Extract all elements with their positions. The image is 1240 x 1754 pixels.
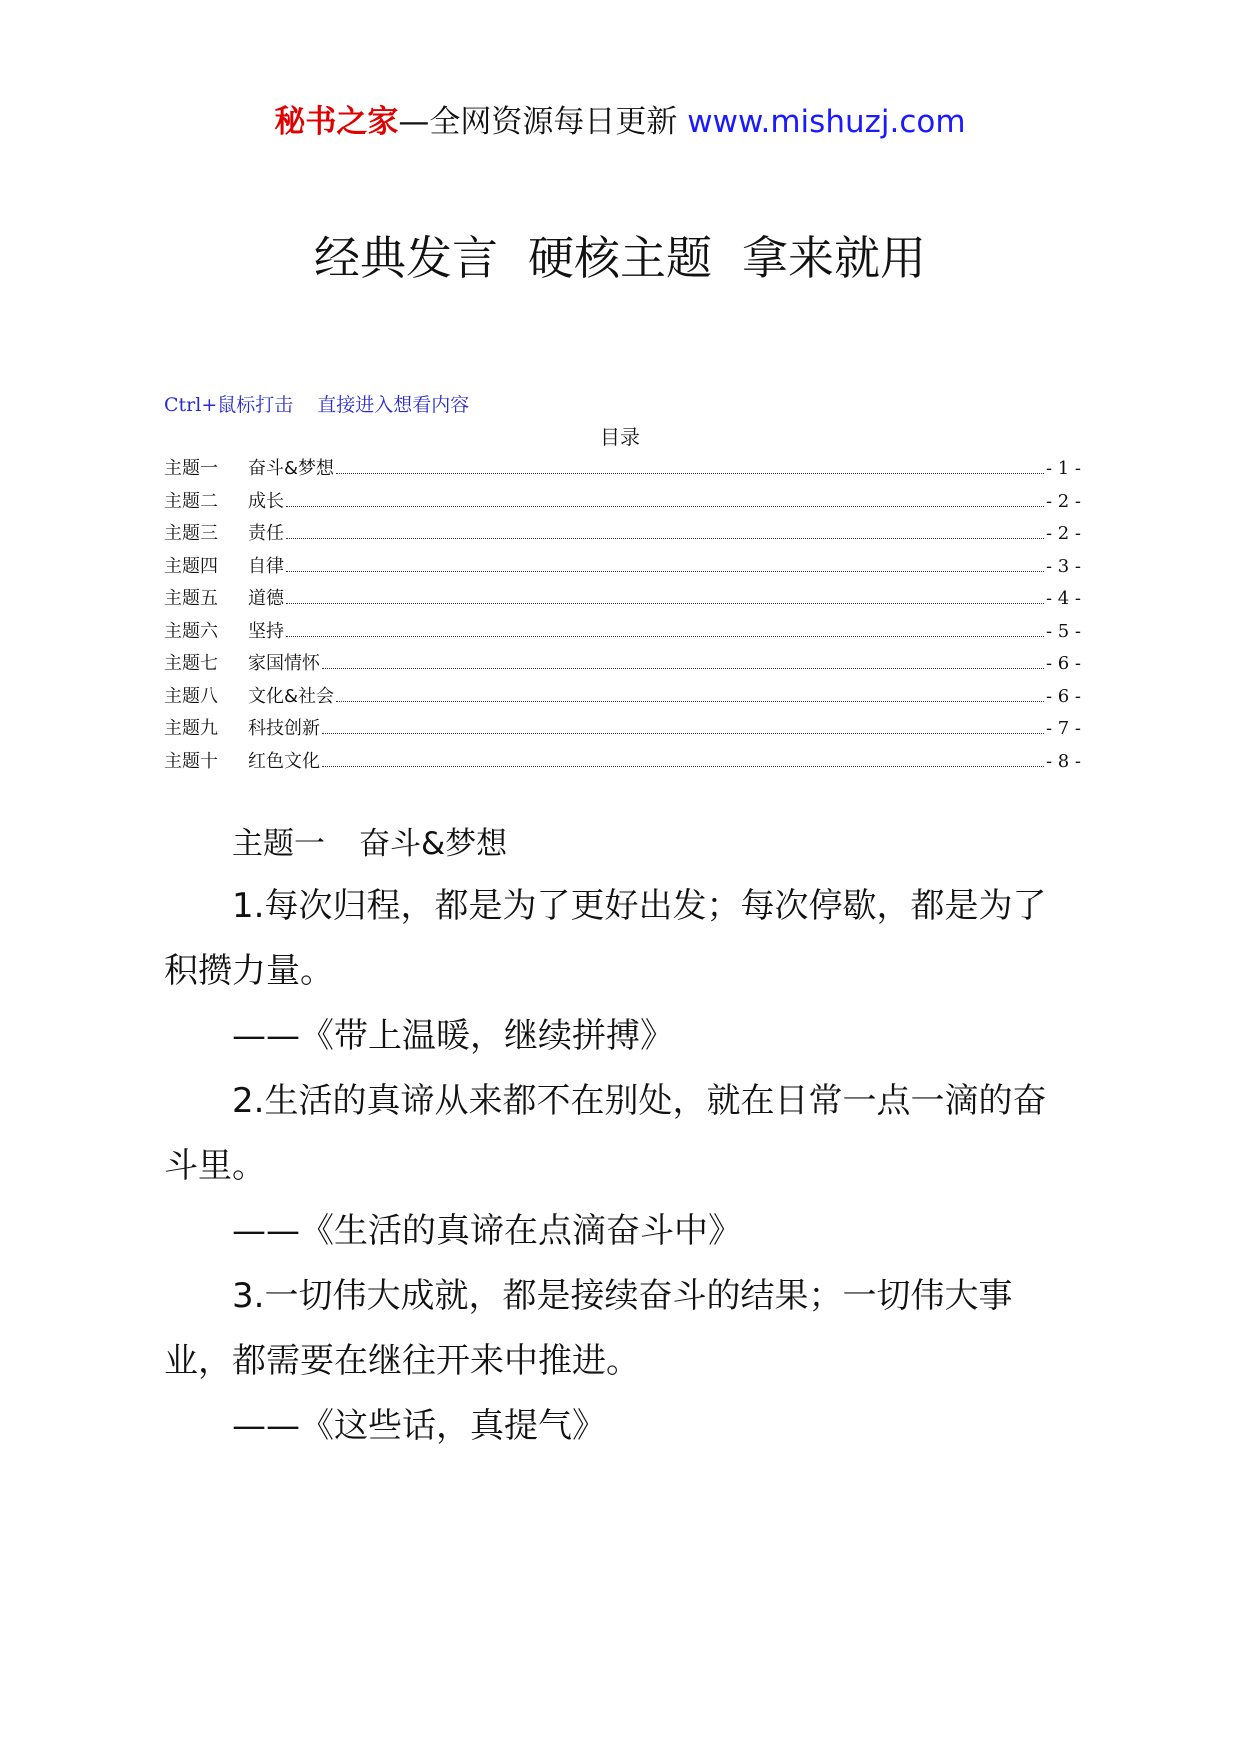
toc-item-page: - 3 -	[1045, 555, 1081, 577]
toc-dot-leader	[336, 473, 1044, 474]
toc-dot-leader	[322, 733, 1044, 734]
quote-source: ——《带上温暖，继续拼搏》	[232, 1016, 674, 1056]
toc-item-10[interactable]	[164, 746, 1081, 779]
toc-item-title: 成长	[248, 490, 284, 512]
quote-text: 1.每次归程，都是为了更好出发；每次停歇，都是为了积攒力量。	[164, 886, 1047, 991]
quote-source: ——《生活的真谛在点滴奋斗中》	[232, 1211, 742, 1251]
toc-item-1[interactable]	[164, 453, 1081, 486]
toc-item-3[interactable]	[164, 518, 1081, 551]
section-content	[164, 814, 1076, 1459]
title-part-2: 硬核主题	[528, 231, 712, 285]
toc-item-number: 主题四	[164, 555, 218, 577]
toc-dot-leader	[286, 603, 1044, 604]
toc-item-title: 科技创新	[248, 718, 320, 739]
toc-item-number: 主题八	[164, 685, 218, 707]
toc-item-title: 道德	[248, 588, 284, 609]
site-banner	[0, 102, 1240, 142]
quote-source: ——《这些话，真提气》	[232, 1406, 606, 1446]
toc-item-title: 红色文化	[248, 750, 320, 772]
hint-shortcut: Ctrl+鼠标打击	[164, 394, 294, 416]
toc-item-page: - 2 -	[1045, 523, 1081, 544]
toc-dot-leader	[286, 571, 1044, 572]
toc-item-number: 主题六	[164, 620, 218, 642]
hint-text: 直接进入想看内容	[317, 394, 470, 416]
toc-item-title: 责任	[248, 523, 284, 544]
toc-item-5[interactable]	[164, 583, 1081, 616]
toc-dot-leader	[322, 766, 1044, 767]
toc-dot-leader	[286, 636, 1044, 637]
toc-item-number: 主题一	[164, 458, 218, 479]
toc-dot-leader	[286, 506, 1044, 507]
document-title	[0, 228, 1240, 288]
section-heading	[164, 814, 1076, 874]
toc-item-title: 奋斗&梦想	[248, 458, 335, 479]
toc-item-page: - 8 -	[1045, 750, 1081, 772]
toc-item-9[interactable]	[164, 713, 1081, 746]
toc-item-number: 主题九	[164, 718, 218, 739]
toc-item-title: 家国情怀	[248, 653, 320, 674]
toc-item-page: - 6 -	[1045, 685, 1081, 707]
toc-item-7[interactable]	[164, 648, 1081, 681]
brand-name: 秘书之家	[274, 104, 399, 140]
section-title: 奋斗&梦想	[359, 826, 508, 862]
toc-dot-leader	[286, 538, 1044, 539]
toc-item-6[interactable]	[164, 616, 1081, 649]
toc-item-2[interactable]	[164, 486, 1081, 519]
toc-dot-leader	[322, 668, 1044, 669]
site-url-link[interactable]: www.mishuzj.com	[687, 104, 966, 140]
toc-item-8[interactable]	[164, 681, 1081, 714]
toc-item-page: - 7 -	[1045, 718, 1081, 739]
toc-item-title: 文化&社会	[248, 685, 335, 707]
title-part-1: 经典发言	[314, 231, 498, 285]
toc-item-number: 主题十	[164, 750, 218, 772]
toc-item-number: 主题二	[164, 490, 218, 512]
quote-text: 3.一切伟大成就，都是接续奋斗的结果；一切伟大事业，都需要在继往开来中推进。	[164, 1276, 1013, 1381]
quote-text: 2.生活的真谛从来都不在别处，就在日常一点一滴的奋斗里。	[164, 1081, 1047, 1186]
toc-item-page: - 4 -	[1045, 588, 1081, 609]
toc-item-title: 坚持	[248, 620, 284, 642]
toc-item-number: 主题五	[164, 588, 218, 609]
section-number: 主题一	[232, 826, 325, 862]
toc-item-page: - 1 -	[1045, 458, 1081, 479]
toc-item-4[interactable]	[164, 551, 1081, 584]
toc-dot-leader	[336, 701, 1044, 702]
toc-item-number: 主题七	[164, 653, 218, 674]
toc-item-page: - 6 -	[1045, 653, 1081, 674]
table-of-contents	[164, 453, 1081, 778]
banner-tagline: —全网资源每日更新	[398, 104, 678, 140]
toc-item-page: - 5 -	[1045, 620, 1081, 642]
toc-item-title: 自律	[248, 555, 284, 577]
toc-item-page: - 2 -	[1045, 490, 1081, 512]
toc-item-number: 主题三	[164, 523, 218, 544]
toc-heading: 目录	[600, 425, 640, 449]
title-part-3: 拿来就用	[742, 231, 926, 285]
navigation-hint	[164, 392, 469, 418]
